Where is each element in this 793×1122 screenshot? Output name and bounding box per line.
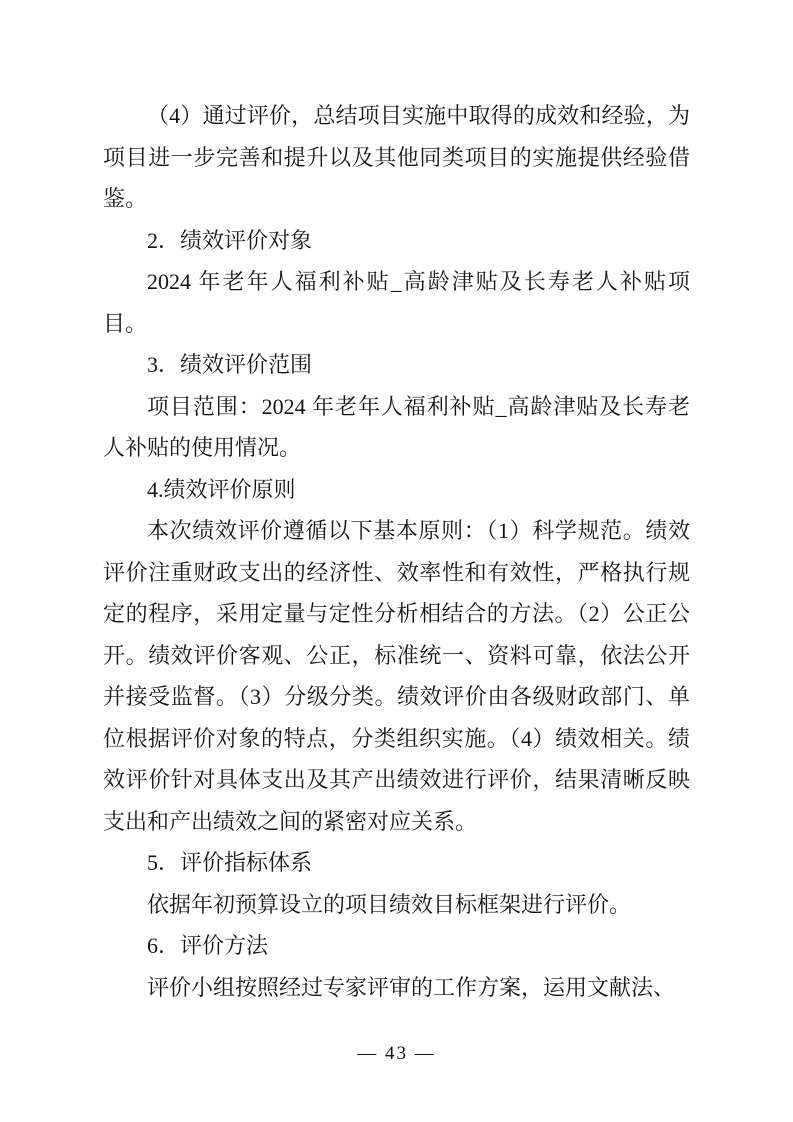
- page-footer: [0, 1044, 793, 1064]
- heading-evaluation-principles: 4.绩效评价原则: [147, 476, 296, 502]
- paragraph-indicator-system: 依据年初预算设立的项目绩效目标框架进行评价。: [147, 891, 632, 917]
- page-number: — 43 —: [357, 1043, 436, 1064]
- paragraph-evaluation-object: 2024 年老年人福利补贴_高龄津贴及长寿老人补贴项目。: [103, 269, 690, 336]
- paragraph-evaluation-method: 评价小组按照经过专家评审的工作方案，运用文献法、: [147, 974, 676, 1000]
- heading-evaluation-method: 6．评价方法: [147, 933, 269, 958]
- document-body: [103, 95, 690, 1008]
- heading-indicator-system: 5．评价指标体系: [147, 850, 313, 875]
- paragraph-evaluation-principles: 本次绩效评价遵循以下基本原则：（1）科学规范。绩效评价注重财政支出的经济性、效率性和有效性，严格执行规定的程序，采用定量与定性分析相结合的方法。（2）公正公开。绩效评价客观、公正，标准统一、资料可靠，依法公开并接受监督。（3）分级分类。绩效评价由各级财政部门、单位根据评价对象的特点，分类组织实施。（4）绩效相关。绩效评价针对具体支出及其产出绩效进行评价，结果清晰反映支出和产出绩效之间的紧密对应关系。: [103, 518, 690, 834]
- paragraph-evaluation-scope: 项目范围：2024 年老年人福利补贴_高龄津贴及长寿老人补贴的使用情况。: [103, 393, 690, 460]
- heading-evaluation-scope: 3．绩效评价范围: [147, 352, 313, 377]
- heading-evaluation-object: 2．绩效评价对象: [147, 227, 313, 253]
- paragraph-evaluation-purpose-item4: （4）通过评价，总结项目实施中取得的成效和经验，为项目进一步完善和提升以及其他同类项目的实施提供经验借鉴。: [103, 103, 690, 211]
